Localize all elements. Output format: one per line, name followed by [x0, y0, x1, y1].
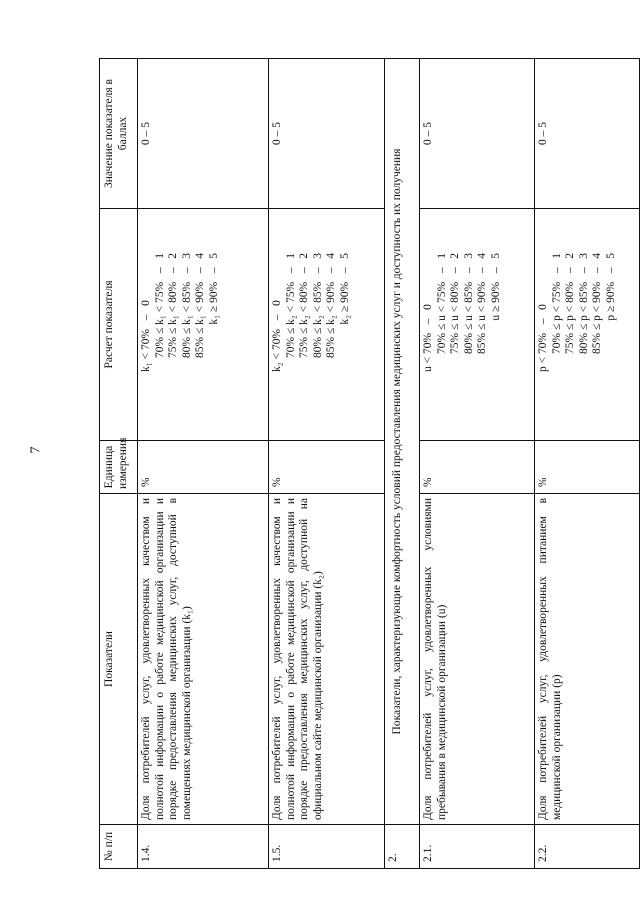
calc-line: 75% ≤ u < 80% – 2	[449, 253, 462, 354]
row-number: 1.4.	[138, 825, 269, 869]
calc-line: 85% ≤ u < 90% – 4	[476, 253, 489, 354]
row-calculation	[420, 209, 535, 441]
calc-line: 75% ≤ k₂ < 80% – 2	[298, 253, 311, 358]
table-row	[535, 59, 640, 869]
table-row	[269, 59, 385, 869]
row-score-value: 0 – 5	[269, 59, 385, 209]
row-score-value: 0 – 5	[420, 59, 535, 209]
row-description: Доля потребителей услуг, удовлетворенных условиями пребывания в медицинской организации (u)	[420, 494, 535, 825]
table-row	[138, 59, 269, 869]
calc-line: p ≥ 90% – 5	[604, 253, 617, 321]
calc-line: 75% ≤ p < 80% – 2	[564, 253, 577, 354]
calc-line: 85% ≤ k₂ < 90% – 4	[325, 253, 338, 358]
row-number: 1.5.	[269, 825, 385, 869]
calc-line: 80% ≤ u < 85% – 3	[462, 253, 475, 354]
row-number: 2.2.	[535, 825, 640, 869]
calc-line: k₂ < 70% – 0	[271, 300, 283, 372]
calc-line: 70% ≤ u < 75% – 1	[435, 253, 448, 354]
calc-line: k₁ ≥ 90% – 5	[207, 253, 220, 325]
calc-line: p < 70% – 0	[537, 304, 549, 372]
row-score-value: 0 – 5	[535, 59, 640, 209]
calc-line: k₂ ≥ 90% – 5	[338, 253, 351, 325]
calc-line: u ≥ 90% – 5	[489, 253, 502, 321]
indicators-table	[99, 58, 640, 869]
section-number: 2.	[385, 825, 420, 869]
calc-line: 70% ≤ p < 75% – 1	[550, 253, 563, 354]
header-unit: Единица измерения	[100, 441, 138, 494]
calc-line: 75% ≤ k₁ < 80% – 2	[167, 253, 180, 358]
calc-line: 70% ≤ k₁ < 75% – 1	[153, 253, 166, 358]
row-description: Доля потребителей услуг, удовлетворенных качеством и полнотой информации о работе медицинской организации и порядке предоставления медицинских услуг, доступной на официальном сайте медицинской организации (k₂)	[269, 494, 385, 825]
calc-line: k₁ < 70% – 0	[140, 300, 152, 372]
section-title: Показатели, характеризующие комфортность условий предоставления медицинских услуг и доступность их получения	[385, 59, 420, 825]
row-description: Доля потребителей услуг, удовлетворенных качеством и полнотой информации о работе медицинской организации и порядке предоставления медицинских услуг, доступной в помещениях медицинской организации (k₁)	[138, 494, 269, 825]
calc-line: 85% ≤ p < 90% – 4	[591, 253, 604, 354]
header-score-value: Значение показателя в баллах	[100, 59, 138, 209]
page-number: 7	[28, 446, 44, 454]
row-description: Доля потребителей услуг, удовлетворенных питанием в медицинской организации (p)	[535, 494, 640, 825]
row-unit: %	[535, 441, 640, 494]
calc-line: 80% ≤ k₁ < 85% – 3	[180, 253, 193, 358]
row-unit: %	[269, 441, 385, 494]
table-header-row	[100, 59, 138, 869]
calc-line: 80% ≤ p < 85% – 3	[577, 253, 590, 354]
table-row	[420, 59, 535, 869]
header-number: № п/п	[100, 825, 138, 869]
row-unit: %	[420, 441, 535, 494]
header-indicators: Показатели	[100, 494, 138, 825]
row-number: 2.1.	[420, 825, 535, 869]
calc-line: 80% ≤ k₂ < 85% – 3	[311, 253, 324, 358]
calc-line: 85% ≤ k₁ < 90% – 4	[194, 253, 207, 358]
row-calculation	[269, 209, 385, 441]
calc-line: 70% ≤ k₂ < 75% – 1	[284, 253, 297, 358]
section-row	[385, 59, 420, 869]
calc-line: u < 70% – 0	[422, 304, 434, 372]
row-calculation	[535, 209, 640, 441]
row-unit: %	[138, 441, 269, 494]
row-score-value: 0 – 5	[138, 59, 269, 209]
rotated-document	[99, 59, 617, 869]
row-calculation	[138, 209, 269, 441]
header-calculation: Расчет показателя	[100, 209, 138, 441]
